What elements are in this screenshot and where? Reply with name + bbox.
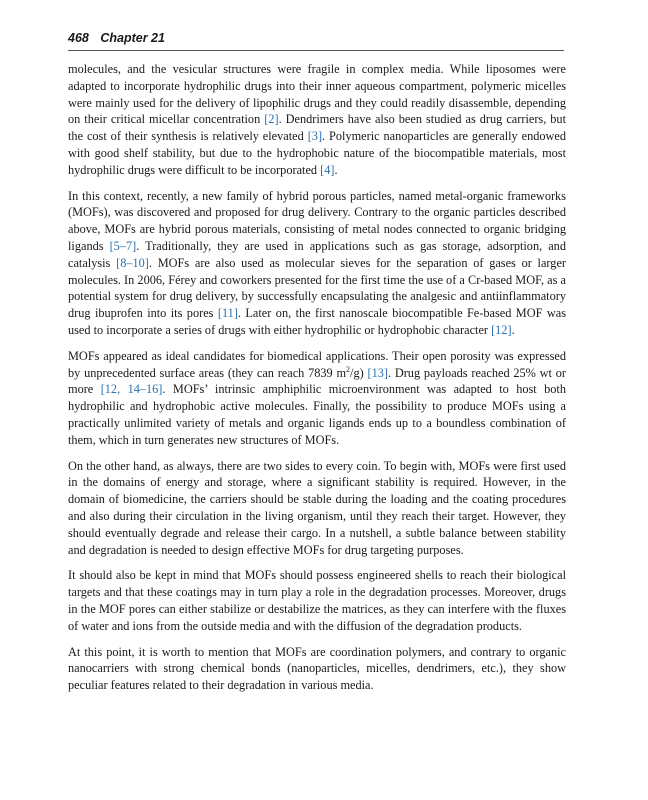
paragraph-1 bbox=[68, 61, 566, 179]
text-run: In this context, recently, a new family of hybrid porous particles, named metal-organic frameworks (MOFs), was discovered and proposed for drug delivery. Contrary to the organic particles described above, MOFs are hybrid porous materials, consisting of metal nodes connected to organic bridging ligands bbox=[68, 188, 566, 253]
text-run: . Polymeric nanoparticles are generally endowed with good shelf stability, but due to the hydrophobic nature of the biocompatible materials, most hydrophilic drugs were difficult to be incorporated bbox=[68, 129, 566, 177]
citation-link[interactable]: [3] bbox=[307, 129, 323, 144]
paragraph-4: On the other hand, as always, there are two sides to every coin. To begin with, MOFs were first used in the domains of energy and storage, where a significant stability is required. However, in the domain of biomedicine, the carriers should be stable during the loading and the coating procedures and also during their circulation in the living organism, until they reach their target. However, they should eventually degrade and release their cargo. In a nutshell, a subtle balance between stability and degradation is needed to design effective MOFs for drug targeting purposes. bbox=[68, 458, 566, 557]
paragraph-2 bbox=[68, 188, 566, 339]
paragraph-3 bbox=[68, 348, 566, 449]
running-head bbox=[68, 31, 564, 45]
citation-link[interactable]: [5–7] bbox=[109, 238, 137, 253]
superscript: 2 bbox=[346, 364, 351, 374]
text-run: . Traditionally, they are used in applications such as gas storage, adsorption, and catalysis bbox=[68, 238, 566, 270]
text-run: /g) bbox=[350, 365, 368, 380]
text-run: . MOFs are also used as molecular sieves for the separation of gases or larger molecules. In 2006, Férey and coworkers presented for the first time the use of a Cr-based MOF, as a potential system for drug delivery, by successfully encapsulating the analgesic and antiinflammatory drug ibuprofen into its pores bbox=[68, 255, 566, 321]
page-number: 468 bbox=[68, 31, 89, 45]
text-run: . Later on, the first nanoscale biocompatible Fe-based MOF was used to incorporate a series of drugs with either hydrophilic or hydrophobic character bbox=[68, 306, 566, 337]
text-run: . Drug payloads reached 25% wt or more bbox=[68, 365, 566, 397]
text-run: MOFs appeared as ideal candidates for biomedical applications. Their open porosity was expressed by unprecedented surface areas (they can reach 7839 m bbox=[68, 348, 566, 380]
text-run: molecules, and the vesicular structures were fragile in complex media. While liposomes were adapted to incorporate hydrophilic drugs into their inner aqueous compartment, polymeric micelles were mainly used for the delivery of lipophilic drugs and they could readily disassemble, depending on their critical micellar concentration bbox=[68, 62, 566, 127]
citation-link[interactable]: [12] bbox=[491, 322, 512, 337]
text-run: . bbox=[511, 322, 515, 337]
citation-link[interactable]: [4] bbox=[320, 162, 335, 177]
text-run: . Dendrimers have also been studied as drug carriers, but the cost of their synthesis is relatively elevated bbox=[68, 112, 566, 144]
chapter-title: Chapter 21 bbox=[100, 31, 165, 45]
citation-link[interactable]: [8–10] bbox=[116, 255, 149, 270]
text-run: . MOFs’ intrinsic amphiphilic microenvironment was adapted to host both hydrophilic and hydrophobic active molecules. Finally, the possibility to produce MOFs using a practically unlimited variety of metals and organic ligands ends up to a boundless combination of them, which in turn generates new structures of MOFs. bbox=[68, 382, 566, 447]
paragraph-5: It should also be kept in mind that MOFs should possess engineered shells to reach their biological targets and that these coatings may in turn play a role in the degradation processes. Moreover, drugs in the MOF pores can either stabilize or destabilize the matrices, as they can interfere with the fluxes of water and ions from the outside media and with the diffusion of the degradation products. bbox=[68, 568, 566, 633]
citation-link[interactable]: [13] bbox=[367, 365, 388, 380]
citation-link[interactable]: [12, 14–16] bbox=[100, 382, 163, 397]
paragraph-6: At this point, it is worth to mention that MOFs are coordination polymers, and contrary to organic nanocarriers with strong chemical bonds (nanoparticles, micelles, dendrimers, etc.), they show peculiar features related to their degradation in various media. bbox=[68, 644, 566, 693]
text-run: . bbox=[334, 162, 338, 177]
header-rule bbox=[68, 50, 564, 51]
citation-link[interactable]: [11] bbox=[217, 306, 238, 321]
citation-link[interactable]: [2] bbox=[264, 112, 279, 127]
body-text bbox=[68, 61, 566, 703]
